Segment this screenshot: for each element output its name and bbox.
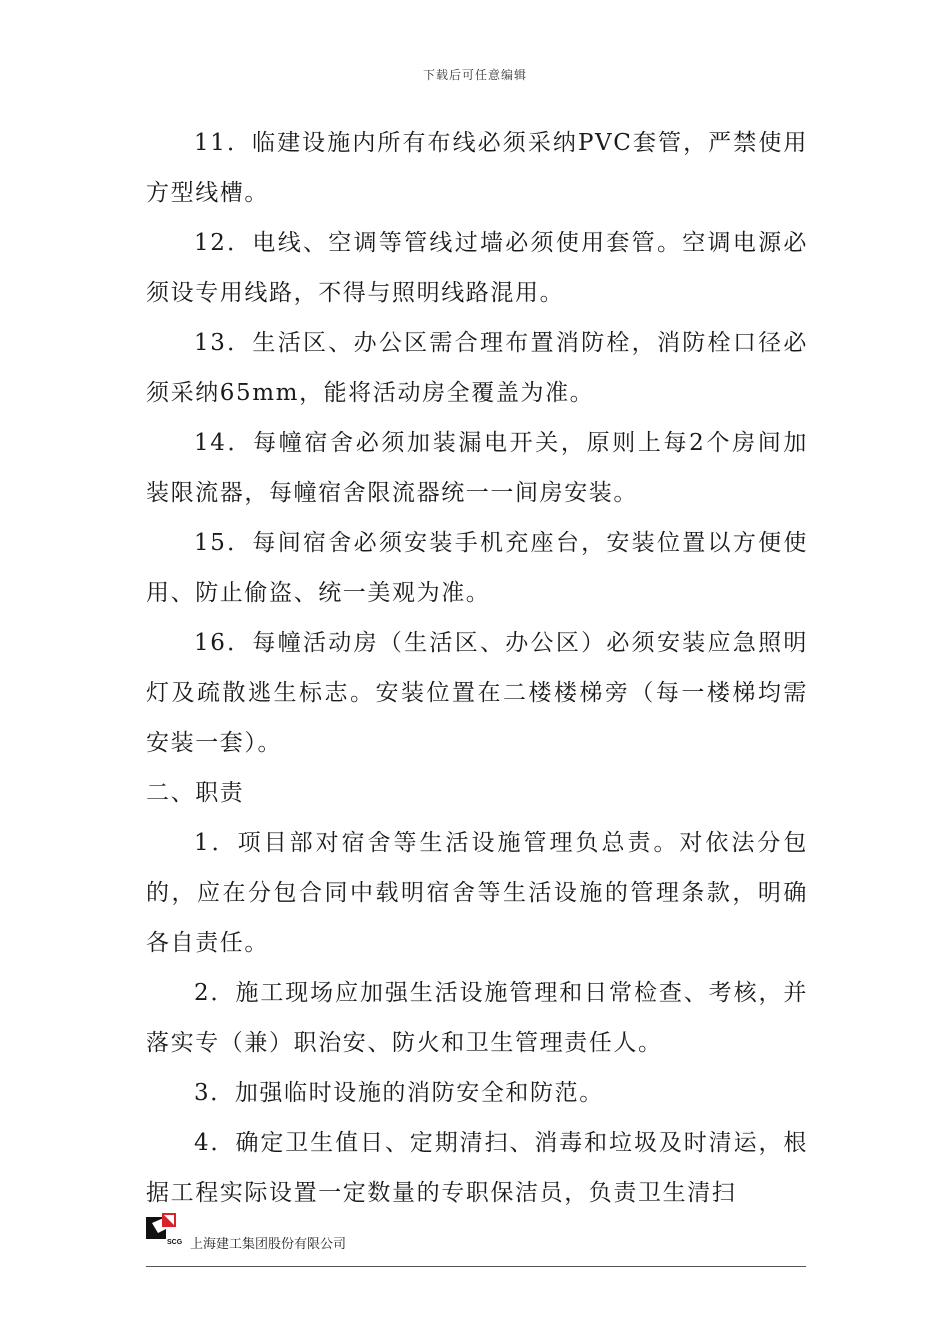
paragraph-item-15: 15．每间宿舍必须安装手机充座台，安装位置以方便使用、防止偷盗、统一美观为准。 [146,530,808,606]
footer-divider [146,1266,806,1267]
paragraph-item-16: 16．每幢活动房（生活区、办公区）必须安装应急照明灯及疏散逃生标志。安装位置在二楼楼梯旁（每一楼梯均需安装一套）。 [146,630,808,756]
paragraph-duty-2: 2．施工现场应加强生活设施管理和日常检查、考核，并落实专（兼）职治安、防火和卫生管理责任人。 [146,980,808,1056]
paragraph-item-14: 14．每幢宿舍必须加装漏电开关，原则上每2个房间加装限流器，每幢宿舍限流器统一一间房安装。 [146,430,808,506]
section-heading-responsibilities: 二、职责 [146,780,245,806]
paragraph-duty-4: 4．确定卫生值日、定期清扫、消毒和垃圾及时清运，根据工程实际设置一定数量的专职保洁员，负责卫生清扫 [146,1130,808,1206]
company-logo-text: SCG [167,1239,183,1246]
paragraph-duty-1: 1．项目部对宿舍等生活设施管理负总责。对依法分包的，应在分包合同中载明宿舍等生活设施的管理条款，明确各自责任。 [146,830,808,956]
company-name: 上海建工集团股份有限公司 [190,1237,347,1252]
paragraph-item-12: 12．电线、空调等管线过墙必须使用套管。空调电源必须设专用线路，不得与照明线路混用。 [146,230,808,306]
paragraph-duty-3: 3．加强临时设施的消防安全和防范。 [194,1080,604,1106]
paragraph-item-11: 11．临建设施内所有布线必须采纳PVC套管，严禁使用方型线槽。 [146,130,808,206]
page-footer [146,1213,806,1253]
header-note: 下载后可任意编辑 [422,68,527,82]
paragraph-item-13: 13．生活区、办公区需合理布置消防栓，消防栓口径必须采纳65mm，能将活动房全覆盖为准。 [146,330,808,406]
document-body [146,118,808,1218]
company-logo [146,1213,186,1247]
